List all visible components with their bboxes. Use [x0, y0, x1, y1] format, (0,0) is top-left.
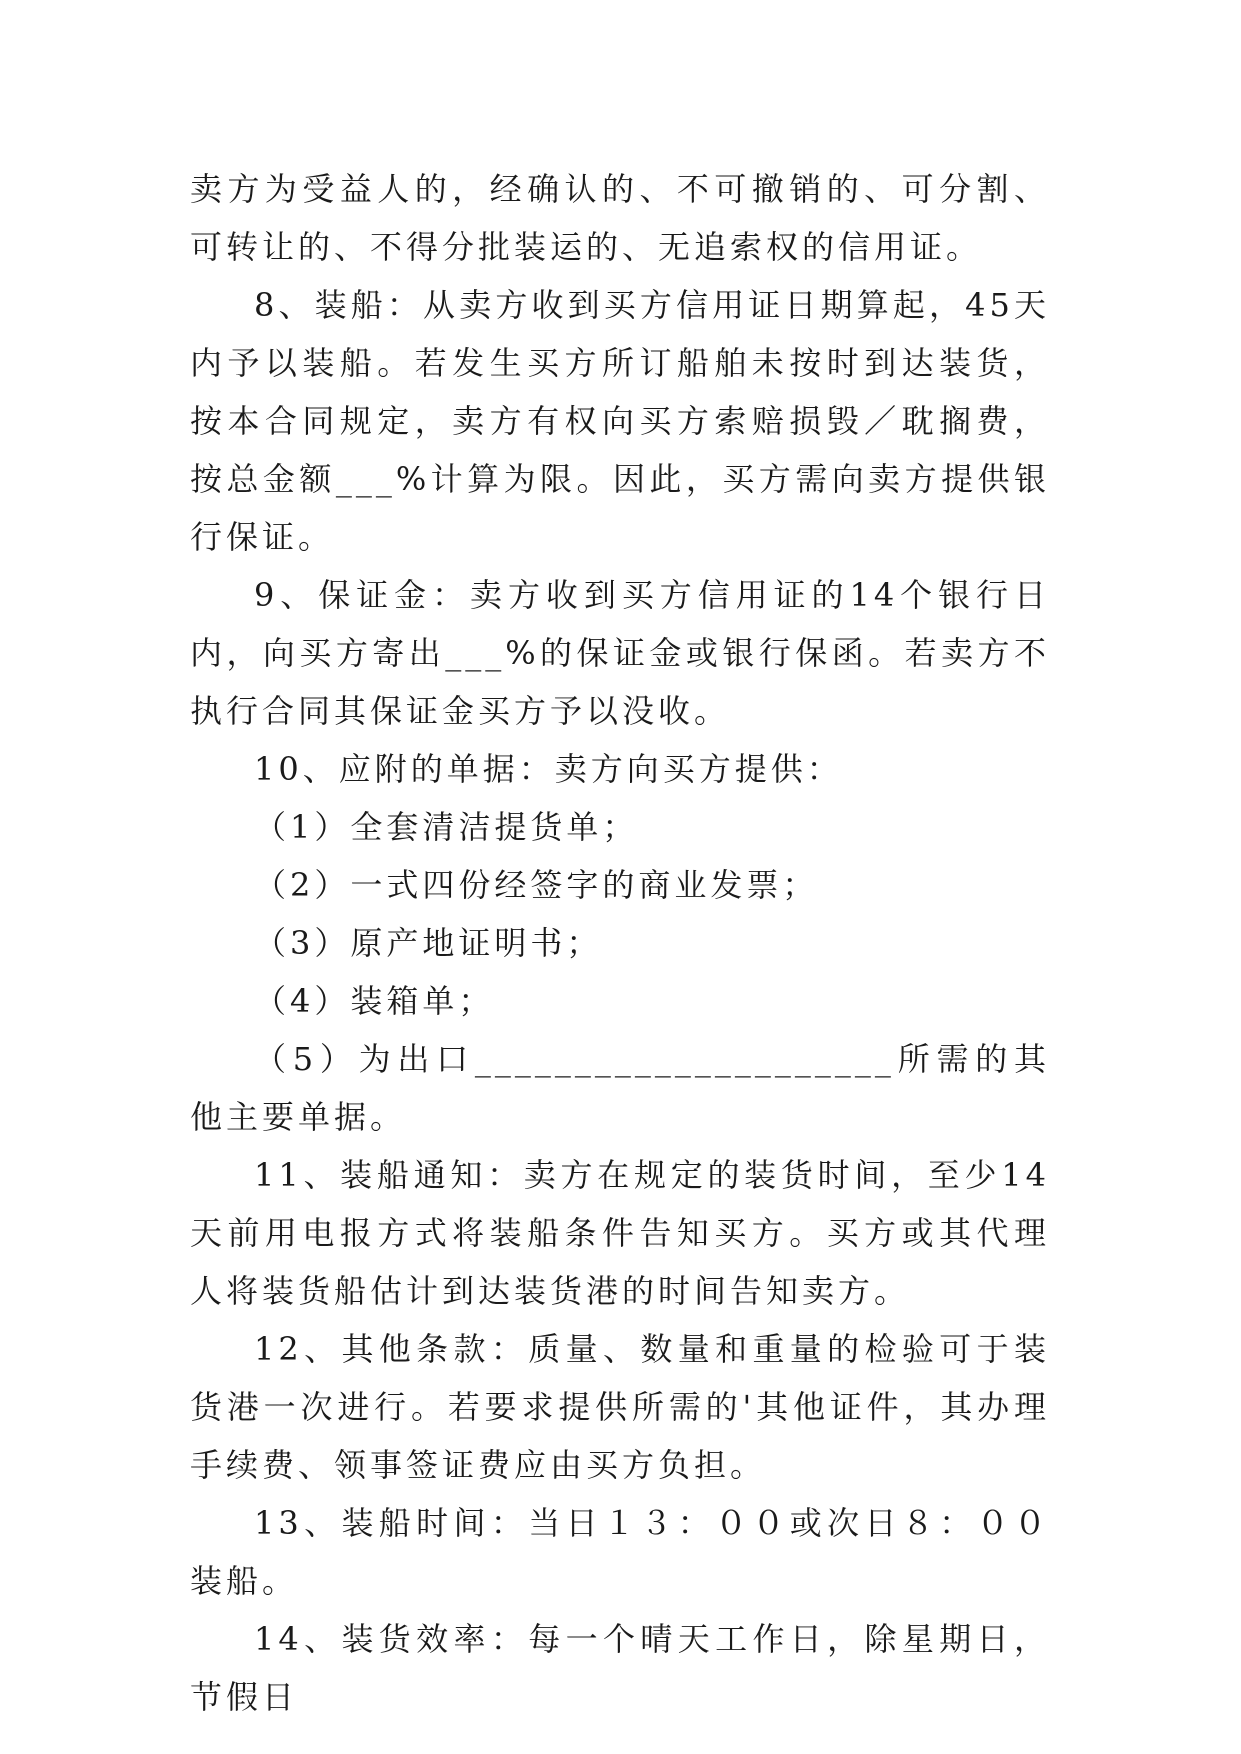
- clause-11-shipping-notice: 11、装船通知：卖方在规定的装货时间，至少14天前用电报方式将装船条件告知买方。买方或其代理人将装货船估计到达装货港的时间告知卖方。: [190, 1156, 1050, 1310]
- clause-10-item-1: （1）全套清洁提货单；: [254, 808, 639, 846]
- paragraph-continuation: 卖方为受益人的，经确认的、不可撤销的、可分割、可转让的、不得分批装运的、无追索权的信用证。: [190, 170, 1050, 266]
- clause-10-item-3: （3）原产地证明书；: [254, 924, 603, 962]
- clause-9-deposit: 9、保证金：卖方收到买方信用证的14个银行日内，向买方寄出___%的保证金或银行保函。若卖方不执行合同其保证金买方予以没收。: [190, 576, 1050, 730]
- clause-10-item-2: （2）一式四份经签字的商业发票；: [254, 866, 819, 904]
- clause-10-item-5: （5）为出口_____________________所需的其他主要单据。: [190, 1040, 1050, 1136]
- clause-13-shipping-time: 13、装船时间：当日１３：００或次日８：００装船。: [190, 1504, 1050, 1600]
- clause-10-documents: 10、应附的单据：卖方向买方提供：: [254, 750, 843, 788]
- clause-10-item-4: （4）装箱单；: [254, 982, 495, 1020]
- clause-12-other-terms: 12、其他条款：质量、数量和重量的检验可于装货港一次进行。若要求提供所需的'其他证件，其办理手续费、领事签证费应由买方负担。: [190, 1330, 1050, 1484]
- clause-8-shipment: 8、装船：从卖方收到买方信用证日期算起，45天内予以装船。若发生买方所订船舶未按时到达装货，按本合同规定，卖方有权向买方索赔损毁／耽搁费，按总金额___%计算为限。因此，买方需向卖方提供银行保证。: [190, 286, 1050, 556]
- clause-14-loading-rate: 14、装货效率：每一个晴天工作日，除星期日，节假日: [190, 1620, 1050, 1716]
- document-body: [190, 160, 1050, 1726]
